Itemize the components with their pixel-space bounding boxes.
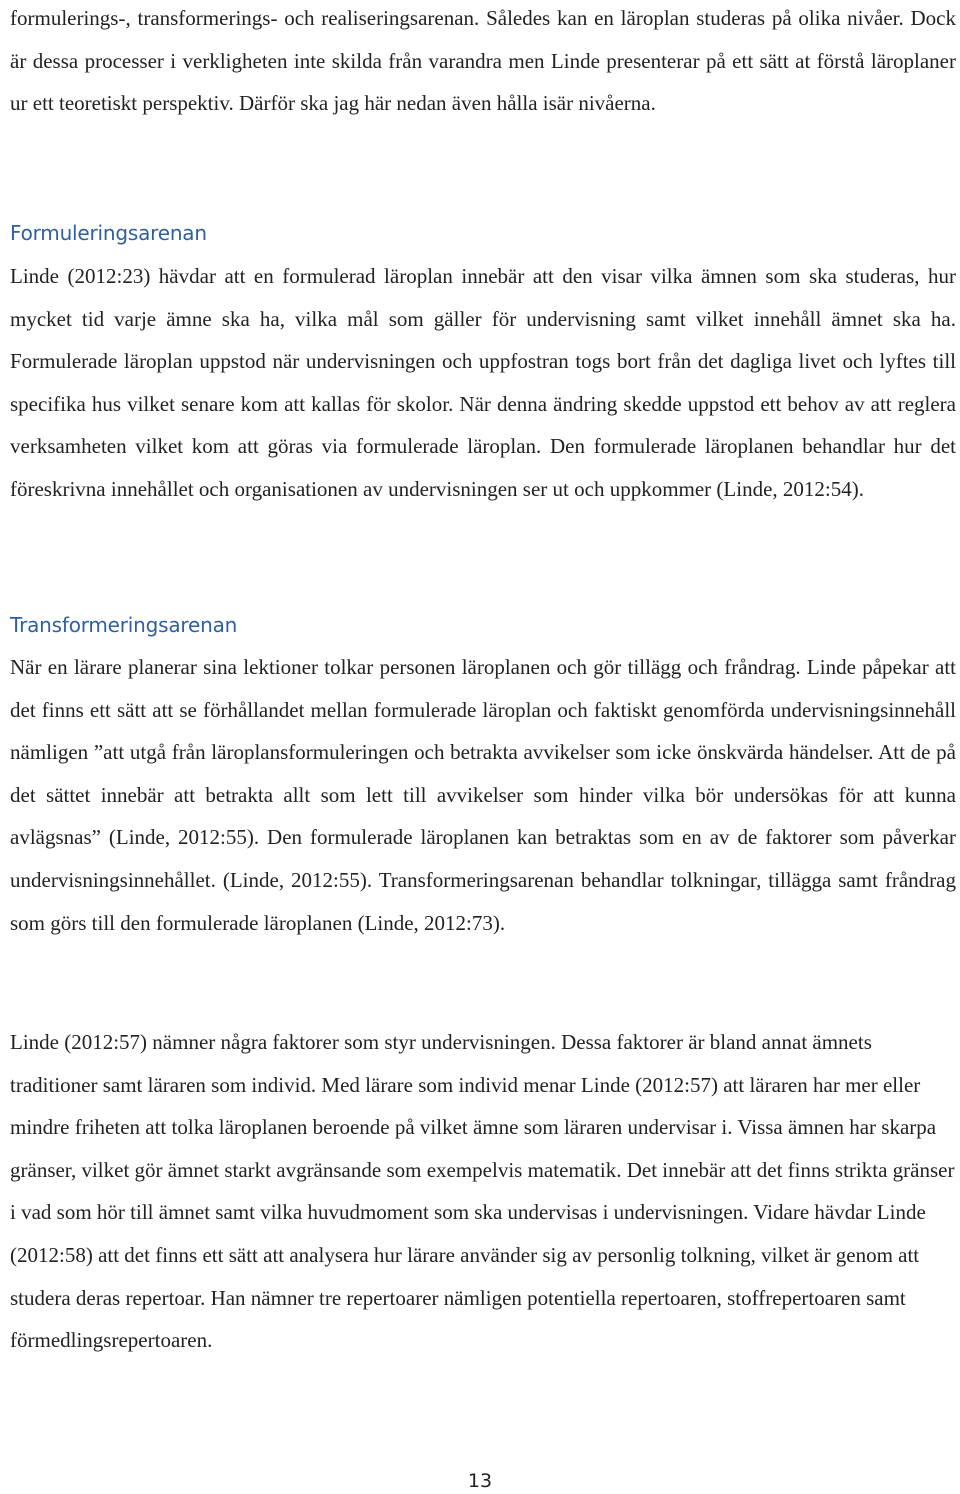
paragraph-faktorer: Linde (2012:57) nämner några faktorer som styr undervisningen. Dessa faktorer är bland annat ämnets traditioner samt läraren som individ. Med lärare som individ menar Linde (2012:57) att läraren har mer eller mindre friheten att tolka läroplanen beroende på vilket ämne som läraren undervisar i. Vissa ämnen har skarpa gränser, vilket gör ämnet starkt avgränsande som exempelvis matematik. Det innebär att det finns strikta gränser i vad som hör till ämnet samt vilka huvudmoment som ska undervisas i undervisningen. Vidare hävdar Linde (2012:58) att det finns ett sätt att analysera hur lärare använder sig av personlig tolkning, vilket är genom att studera deras repertoar. Han nämner tre repertoarer nämligen potentiella repertoaren, stoffrepertoaren samt förmedlingsrepertoaren. [10, 1030, 955, 1353]
section-heading-formuleringsarenan: Formuleringsarenan [10, 221, 207, 245]
paragraph-transformeringsarenan: När en lärare planerar sina lektioner tolkar personen läroplanen och gör tillägg och fråndrag. Linde påpekar att det finns ett sätt att se förhållandet mellan formulerade läroplan och faktiskt genomförda undervisningsinnehåll nämligen ”att utgå från läroplansformuleringen och betrakta avvikelser som icke önskvärda händelser. Att de på det sättet innebär att betrakta allt som lett till avvikelser som hinder vilka bör undersökas för att kunna avlägsnas” (Linde, 2012:55). Den formulerade läroplanen kan betraktas som en av de faktorer som påverkar undervisningsinnehållet. (Linde, 2012:55). Transformeringsarenan behandlar tolkningar, tillägga samt fråndrag som görs till den formulerade läroplanen (Linde, 2012:73). [10, 655, 956, 935]
intro-paragraph: formulerings-, transformerings- och realiseringsarenan. Således kan en läroplan studeras på olika nivåer. Dock är dessa processer i verkligheten inte skilda från varandra men Linde presenterar på ett sätt at förstå läroplaner ur ett teoretiskt perspektiv. Därför ska jag här nedan även hålla isär nivåerna. [10, 6, 956, 116]
section-heading-transformeringsarenan: Transformeringsarenan [10, 613, 238, 637]
paragraph-formuleringsarenan: Linde (2012:23) hävdar att en formulerad läroplan innebär att den visar vilka ämnen som ska studeras, hur mycket tid varje ämne ska ha, vilka mål som gäller för undervisning samt vilket innehåll ämnet ska ha. Formulerade läroplan uppstod när undervisningen och uppfostran togs bort från det dagliga livet och lyftes till specifika hus vilket senare kom att kallas för skolor. När denna ändring skedde uppstod ett behov av att reglera verksamheten vilket kom att göras via formulerade läroplan. Den formulerade läroplanen behandlar hur det föreskrivna innehållet och organisationen av undervisningen ser ut och uppkommer (Linde, 2012:54). [10, 264, 956, 501]
page-number: 13 [467, 1470, 493, 1492]
